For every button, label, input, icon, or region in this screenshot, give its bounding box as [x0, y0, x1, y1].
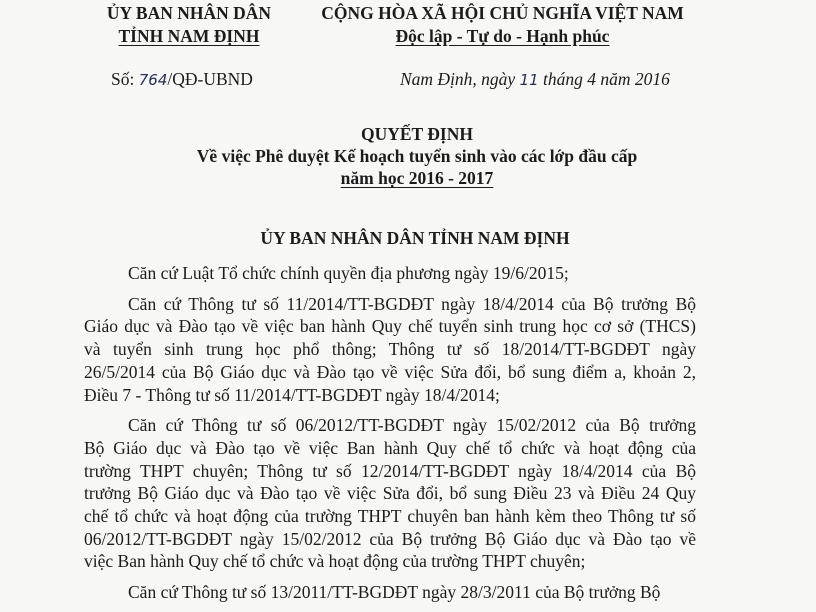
- country-name: CỘNG HÒA XÃ HỘI CHỦ NGHĨA VIỆT NAM: [321, 3, 684, 23]
- document-number: [111, 68, 253, 91]
- legal-basis-paragraph: [84, 414, 696, 573]
- document-date: [400, 68, 670, 91]
- date-month-text: tháng: [538, 69, 588, 89]
- legal-basis-paragraph: [84, 293, 696, 407]
- paragraph-line: Căn cứ Thông tư số 06/2012/TT-BGDĐT ngày 15/02/2012 của Bộ trưởng: [128, 415, 696, 436]
- paragraph-line: Bộ Giáo dục và Đào tạo về việc Ban hành Quy chế tổ chức và hoạt động của: [84, 437, 696, 458]
- agency-line-1: ỦY BAN NHÂN DÂN: [106, 3, 272, 23]
- national-motto: Độc lập - Tự do - Hạnh phúc: [395, 26, 610, 46]
- title-heading: QUYẾT ĐỊNH: [361, 124, 473, 144]
- paragraph-line: Giáo dục và Đào tạo về việc ban hành Quy chế tuyển sinh trung học cơ sở (THCS): [84, 316, 696, 337]
- national-header: [315, 2, 690, 48]
- legal-basis-paragraph: [84, 581, 696, 604]
- paragraph-line: trường THPT chuyên; Thông tư số 12/2014/TT-BGDĐT ngày 18/4/2014 của Bộ: [84, 460, 696, 481]
- paragraph-line: việc Ban hành Quy chế tổ chức và hoạt động của trường THPT chuyên;: [84, 551, 586, 572]
- title-subject-line-1: Về việc Phê duyệt Kế hoạch tuyển sinh vào các lớp đầu cấp: [196, 146, 638, 166]
- paragraph-line: Căn cứ Thông tư số 13/2011/TT-BGDĐT ngày 28/3/2011 của Bộ trưởng Bộ: [128, 582, 661, 603]
- paragraph-line: Căn cứ Thông tư số 11/2014/TT-BGDĐT ngày 18/4/2014 của Bộ trưởng Bộ: [128, 293, 696, 314]
- paragraph-line: 06/2012/TT-BGDĐT ngày 15/02/2012 của Bộ trưởng Bộ Giáo dục và Đào tạo về: [84, 528, 696, 549]
- agency-line-2: TỈNH NAM ĐỊNH: [118, 26, 260, 46]
- legal-basis-paragraph: [84, 262, 696, 285]
- doc-number-suffix: /QĐ-UBND: [167, 69, 253, 89]
- paragraph-line: 26/5/2014 của Bộ Giáo dục và Đào tạo về việc Sửa đổi, bổ sung điểm a, khoản 2,: [84, 361, 696, 382]
- paragraph-line: trưởng Bộ Giáo dục và Đào tạo về việc Sửa đổi, bổ sung Điều 23 và Điều 24 Quy: [84, 483, 696, 504]
- paragraph-line: và tuyển sinh trung học phổ thông; Thông tư số 18/2014/TT-BGDĐT ngày: [84, 339, 696, 360]
- issuing-authority: ỦY BAN NHÂN DÂN TỈNH NAM ĐỊNH: [260, 228, 570, 248]
- title-school-year: năm học 2016 - 2017: [340, 168, 494, 188]
- date-month: 4: [587, 69, 597, 89]
- date-prefix: Nam Định, ngày: [400, 69, 520, 89]
- agency-header: [84, 2, 294, 48]
- doc-number-prefix: Số:: [111, 69, 139, 89]
- date-year: năm 2016: [596, 69, 670, 89]
- paragraph-line: Điều 7 - Thông tư số 11/2014/TT-BGDĐT ngày 18/4/2014;: [84, 384, 500, 405]
- paragraph-line: Căn cứ Luật Tổ chức chính quyền địa phương ngày 19/6/2015;: [128, 263, 569, 283]
- doc-number-handwritten: 764: [138, 71, 168, 89]
- legal-basis: [84, 262, 696, 612]
- paragraph-line: chế tổ chức và hoạt động của trường THPT chuyên ban hành kèm theo Thông tư số: [84, 506, 696, 527]
- decision-title: [0, 123, 816, 189]
- date-day-handwritten: 11: [519, 71, 539, 89]
- title-subject-line-2: [0, 167, 816, 189]
